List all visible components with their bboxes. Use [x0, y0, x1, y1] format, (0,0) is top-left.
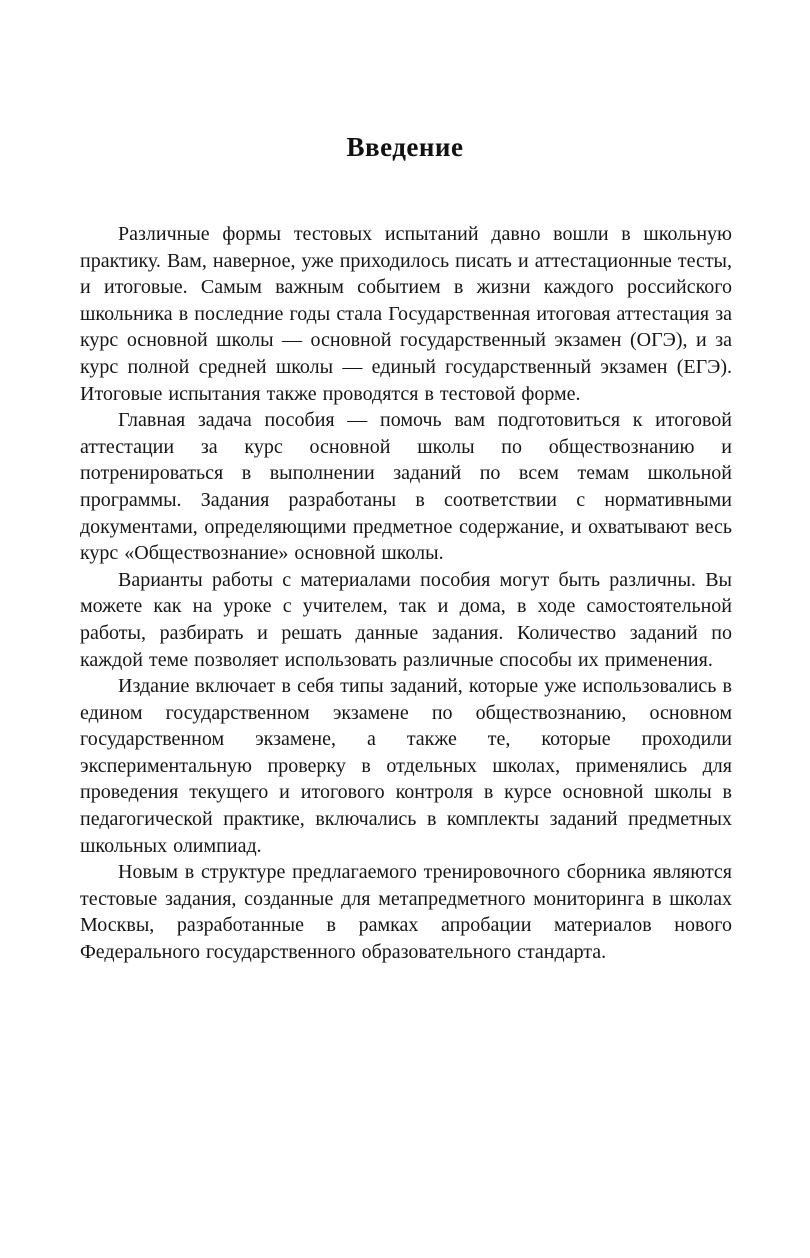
paragraph-main-task: Главная задача пособия — помочь вам подготовиться к итоговой аттестации за курс основной школы по обществознанию и потренироваться в выполнении заданий по всем темам школьной программы. Задания разработаны в соответствии с нормативными документами, определяющими предметное содержание, и охватывают весь курс «Обществознание» основной школы. — [80, 409, 732, 565]
page-title: Введение — [346, 132, 464, 162]
paragraph-new-structure: Новым в структуре предлагаемого тренировочного сборника являются тестовые задания, созданные для метапредметного мониторинга в школах Москвы, разработанные в рамках апробации материалов нового Федерального государственного образовательного стандарта. — [80, 861, 732, 964]
paragraph-intro: Различные формы тестовых испытаний давно вошли в школьную практику. Вам, наверное, уже приходилось писать и аттестационные тесты, и итоговые. Самым важным событием в жизни каждого российского школьника в последние годы стала Государственная итоговая аттестация за курс основной школы — основной государственный экзамен (ОГЭ), и за курс полной средней школы — единый государственный экзамен (ЕГЭ). Итоговые испытания также проводятся в тестовой форме. — [80, 223, 732, 405]
text-block — [80, 221, 732, 966]
paragraph-task-types: Издание включает в себя типы заданий, которые уже использовались в едином государственном экзамене по обществознанию, основном государственном экзамене, а также те, которые проходили экспериментальную проверку в отдельных школах, применялись для проведения текущего и итогового контроля в курсе основной школы в педагогической практике, включались в комплекты заданий предметных школьных олимпиад. — [80, 675, 732, 857]
paragraph-usage-variants: Варианты работы с материалами пособия могут быть различны. Вы можете как на уроке с учителем, так и дома, в ходе самостоятельной работы, разбирать и решать данные задания. Количество заданий по каждой теме позволяет использовать различные способы их применения. — [80, 568, 732, 671]
